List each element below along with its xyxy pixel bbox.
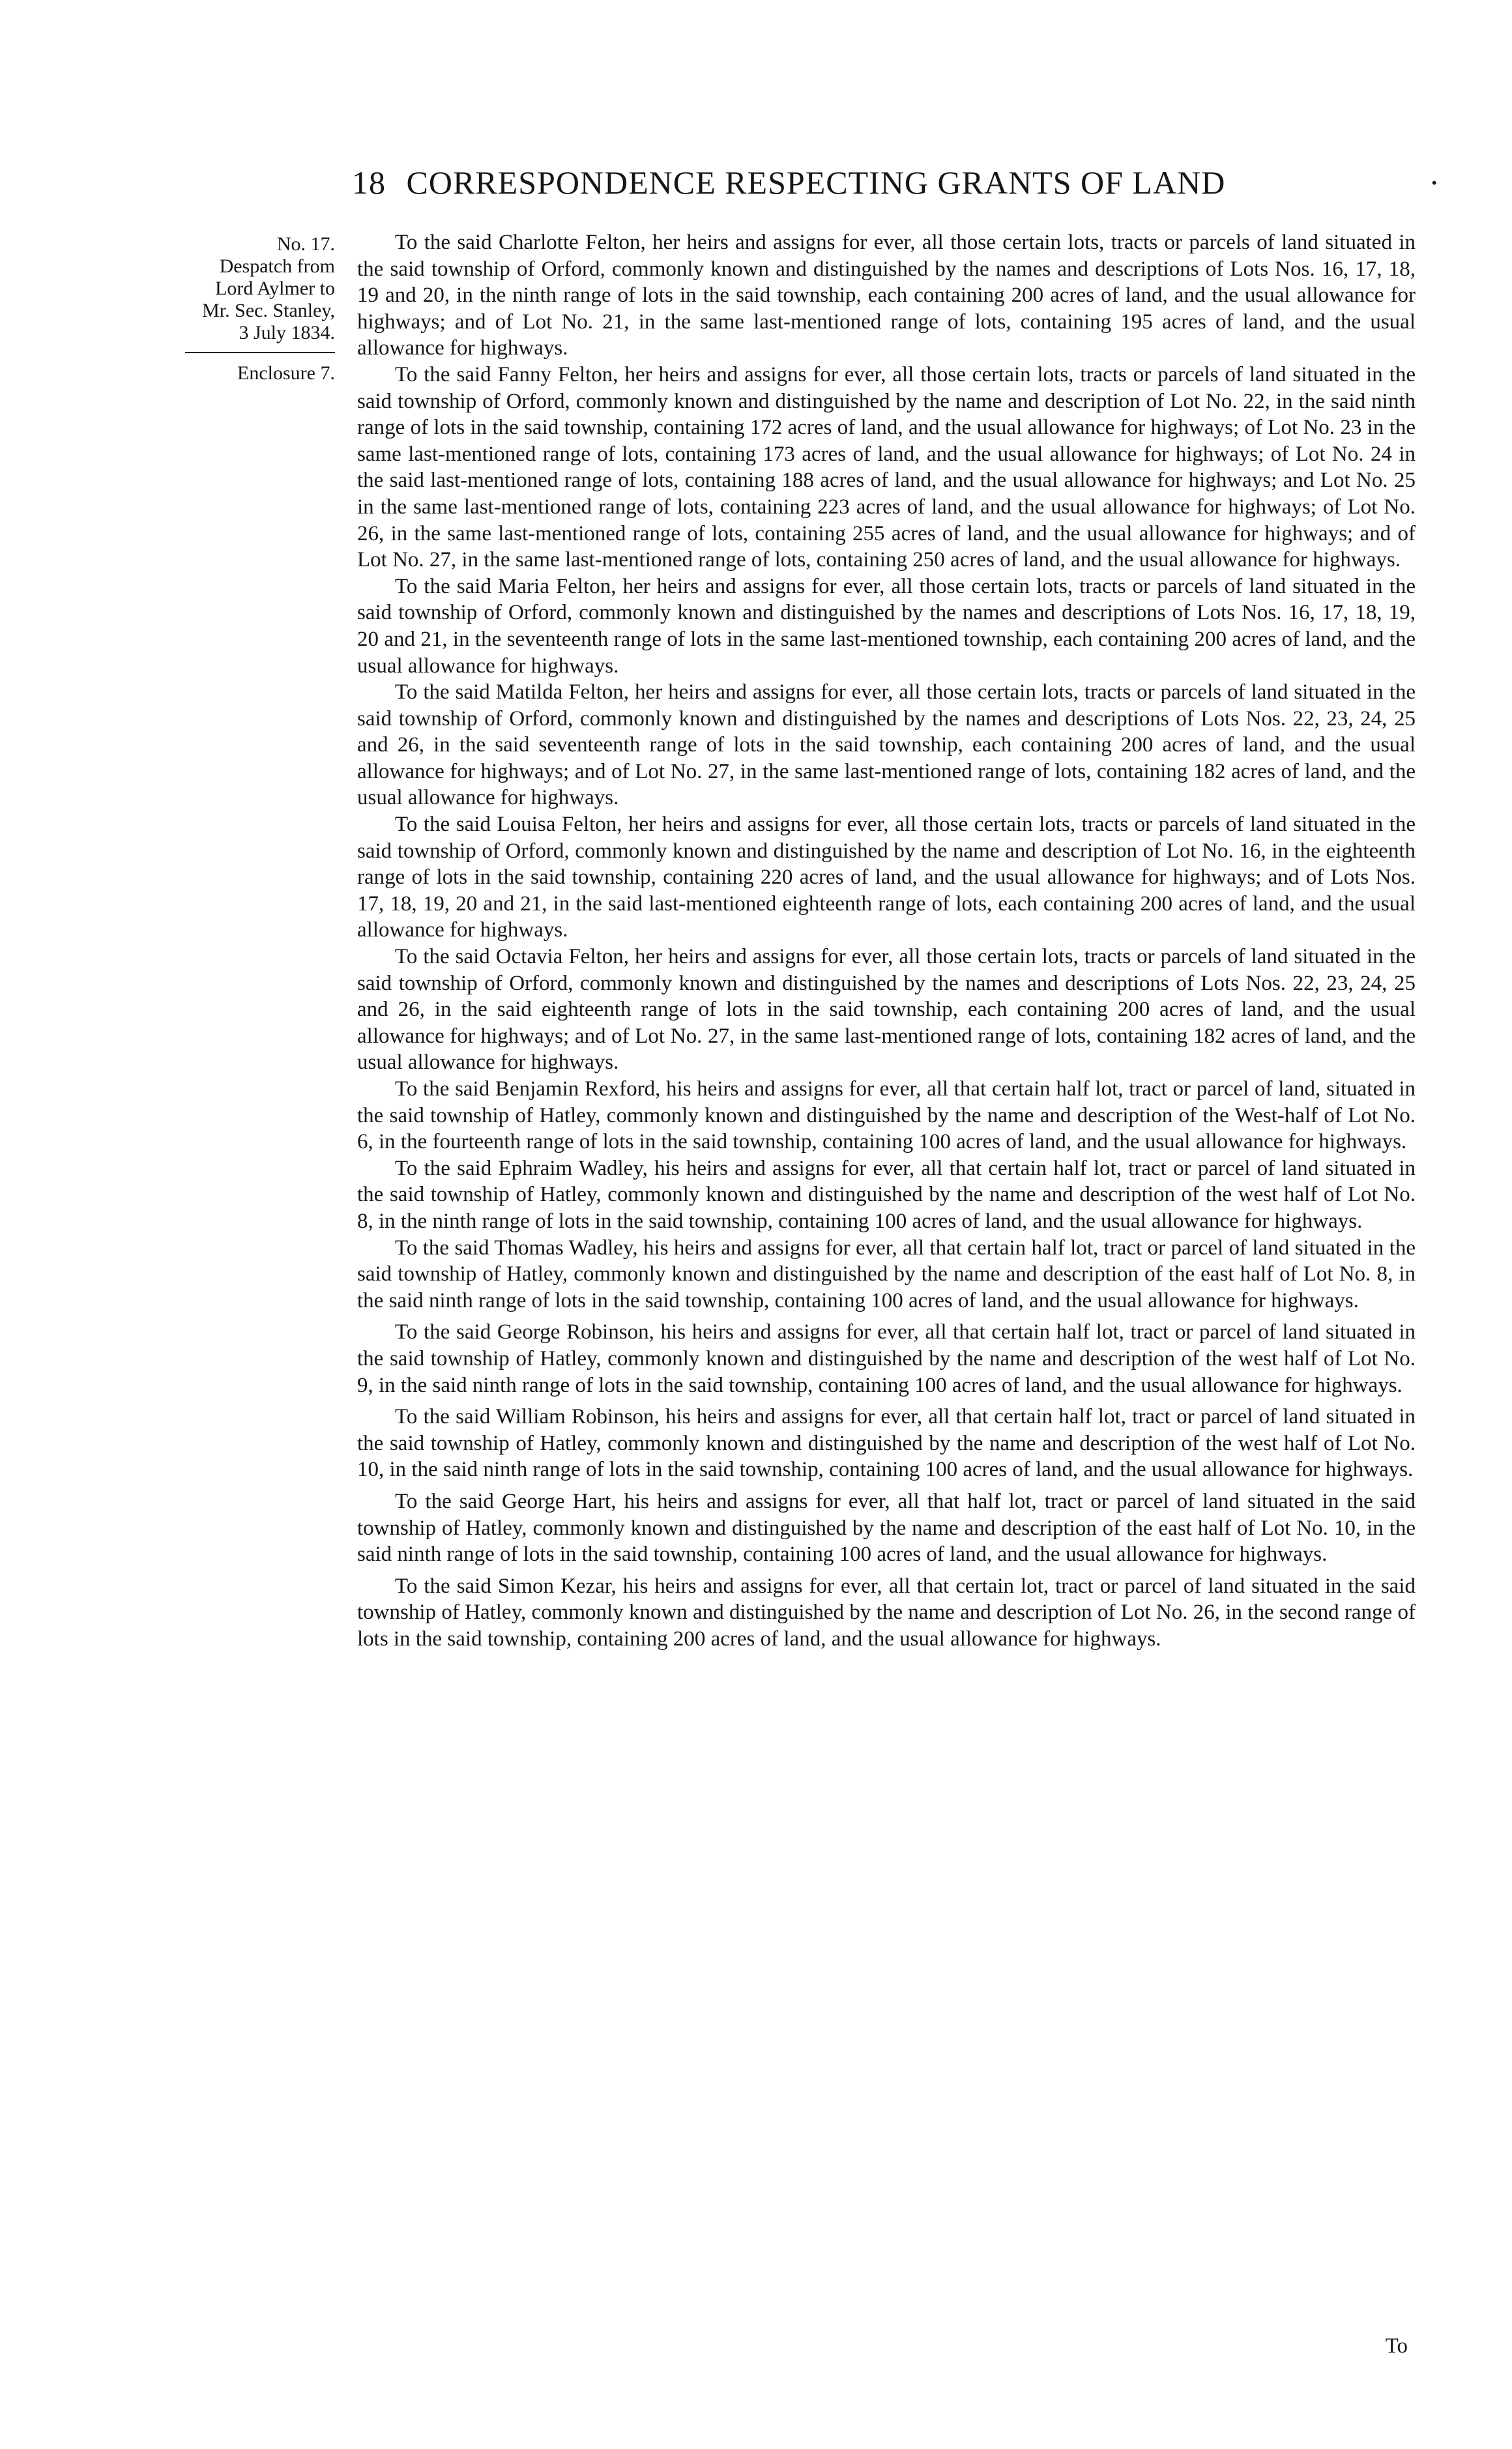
despatch-number: No. 17.: [276, 233, 335, 255]
despatch-date: 3 July 1834.: [239, 322, 335, 343]
despatch-line-2: Lord Aylmer to: [215, 278, 335, 299]
page-title: CORRESPONDENCE RESPECTING GRANTS OF LAND: [406, 164, 1226, 201]
despatch-line-3: Mr. Sec. Stanley,: [202, 300, 335, 321]
paragraph-george-robinson: To the said George Robinson, his heirs and assigns for ever, all that certain half lot, tract or parcel of land situated in the said township of Hatley, commonly known and distinguished by the name and description of the west half of Lot No. 9, in the said ninth range of lots in the said township, containing 100 acres of land, and the usual allowance for highways.: [357, 1320, 1416, 1397]
body-text: [357, 229, 1416, 1652]
paragraph-ephraim-wadley: To the said Ephraim Wadley, his heirs and assigns for ever, all that certain half lot, tract or parcel of land situated in the said township of Hatley, commonly known and distinguished by the name and description of the west half of Lot No. 8, in the ninth range of lots in the said township, containing 100 acres of land, and the usual allowance for highways.: [357, 1156, 1416, 1233]
page-number: 18: [352, 164, 386, 201]
paragraph-benjamin-rexford: To the said Benjamin Rexford, his heirs and assigns for ever, all that certain half lot, tract or parcel of land, situated in the said township of Hatley, commonly known and distinguished by the name and description of the West-half of Lot No. 6, in the fourteenth range of lots in the said township, containing 100 acres of land, and the usual allowance for highways.: [357, 1077, 1416, 1154]
paragraph-louisa-felton: To the said Louisa Felton, her heirs and assigns for ever, all those certain lots, tracts or parcels of land situated in the said township of Orford, commonly known and distinguished by the name and description of Lot No. 16, in the eighteenth range of lots in the said township, containing 220 acres of land, and the usual allowance for highways; and of Lots Nos. 17, 18, 19, 20 and 21, in the said last-mentioned eighteenth range of lots, each containing 200 acres of land, and the usual allowance for highways.: [357, 813, 1416, 942]
running-header: [352, 163, 1440, 202]
despatch-line-1: Despatch from: [219, 255, 335, 277]
header-mark: ·: [1429, 164, 1440, 201]
margin-divider: [185, 352, 335, 353]
paragraph-maria-felton: To the said Maria Felton, her heirs and assigns for ever, all those certain lots, tracts or parcels of land situated in the said township of Orford, commonly known and distinguished by the names and descriptions of Lots Nos. 16, 17, 18, 19, 20 and 21, in the seventeenth range of lots in the same last-mentioned township, each containing 200 acres of land, and the usual allowance for highways.: [357, 574, 1416, 678]
enclosure-label: Enclosure 7.: [237, 362, 335, 384]
paragraph-william-robinson: To the said William Robinson, his heirs and assigns for ever, all that certain half lot, tract or parcel of land situated in the said township of Hatley, commonly known and distinguished by the name and description of the west half of Lot No. 10, in the said ninth range of lots in the said township, containing 100 acres of land, and the usual allowance for highways.: [357, 1405, 1416, 1482]
catchword: To: [1385, 2334, 1408, 2358]
paragraph-matilda-felton: To the said Matilda Felton, her heirs and assigns for ever, all those certain lots, tracts or parcels of land situated in the said township of Orford, commonly known and distinguished by the names and descriptions of Lots Nos. 22, 23, 24, 25 and 26, in the said seventeenth range of lots in the said township, each containing 200 acres of land, and the usual allowance for highways; and of Lot No. 27, in the same last-mentioned range of lots, containing 182 acres of land, and the usual allowance for highways.: [357, 680, 1416, 810]
paragraph-fanny-felton: To the said Fanny Felton, her heirs and assigns for ever, all those certain lots, tracts or parcels of land situated in the said township of Orford, commonly known and distinguished by the name and description of Lot No. 22, in the said ninth range of lots in the said township, containing 172 acres of land, and the usual allowance for highways; of Lot No. 23 in the same last-mentioned range of lots, containing 173 acres of land, and the usual allowance for highways; of Lot No. 24 in the said last-mentioned range of lots, containing 188 acres of land, and the usual allowance for highways; and Lot No. 25 in the same last-mentioned range of lots, containing 223 acres of land, and the usual allowance for highways; of Lot No. 26, in the same last-mentioned range of lots, containing 255 acres of land, and the usual allowance for highways; and of Lot No. 27, in the same last-mentioned range of lots, containing 250 acres of land, and the usual allowance for highways.: [357, 362, 1416, 572]
paragraph-charlotte-felton: To the said Charlotte Felton, her heirs and assigns for ever, all those certain lots, tracts or parcels of land situated in the said township of Orford, commonly known and distinguished by the names and descriptions of Lots Nos. 16, 17, 18, 19 and 20, in the ninth range of lots in the said township, each containing 200 acres of land, and the usual allowance for highways; and of Lot No. 21, in the same last-mentioned range of lots, containing 195 acres of land, and the usual allowance for highways.: [357, 231, 1416, 360]
paragraph-thomas-wadley: To the said Thomas Wadley, his heirs and assigns for ever, all that certain half lot, tract or parcel of land situated in the said township of Hatley, commonly known and distinguished by the name and description of the east half of Lot No. 8, in the said ninth range of lots in the said township, containing 100 acres of land, and the usual allowance for highways.: [357, 1236, 1416, 1312]
margin-note: [168, 233, 335, 384]
paragraph-simon-kezar: To the said Simon Kezar, his heirs and assigns for ever, all that certain lot, tract or parcel of land situated in the said township of Hatley, commonly known and distinguished by the name and description of Lot No. 26, in the second range of lots in the said township, containing 200 acres of land, and the usual allowance for highways.: [357, 1574, 1416, 1651]
paragraph-octavia-felton: To the said Octavia Felton, her heirs and assigns for ever, all those certain lots, tracts or parcels of land situated in the said township of Orford, commonly known and distinguished by the names and descriptions of Lots Nos. 22, 23, 24, 25 and 26, in the said eighteenth range of lots in the said township, each containing 200 acres of land, and the usual allowance for highways; and of Lot No. 27, in the same last-mentioned range of lots, containing 182 acres of land, and the usual allowance for highways.: [357, 945, 1416, 1075]
paragraph-george-hart: To the said George Hart, his heirs and assigns for ever, all that half lot, tract or parcel of land situated in the said township of Hatley, commonly known and distinguished by the name and description of the east half of Lot No. 10, in the said ninth range of lots in the said township, containing 100 acres of land, and the usual allowance for highways.: [357, 1489, 1416, 1567]
